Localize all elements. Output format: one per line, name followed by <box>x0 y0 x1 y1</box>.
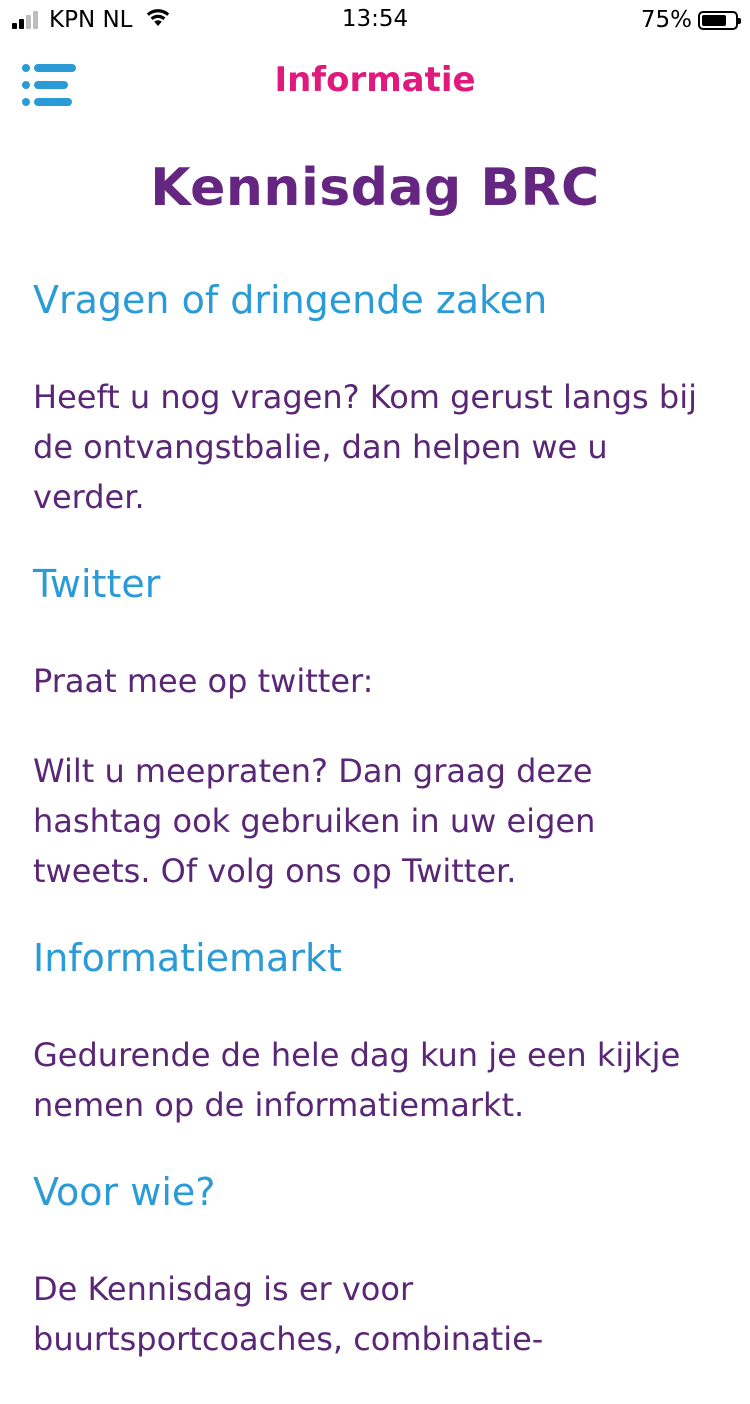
battery-icon <box>698 11 738 30</box>
section-paragraph: Heeft u nog vragen? Kom gerust langs bij de ontvangstbalie, dan helpen we u verder. <box>33 378 697 516</box>
carrier-name: KPN NL <box>49 7 133 33</box>
nav-bar <box>0 40 750 128</box>
section-paragraph: Wilt u meepraten? Dan graag deze hashtag ook gebruiken in uw eigen tweets. Of volg ons op Twitter. <box>33 752 596 890</box>
section-heading: Vragen of dringende zaken <box>33 278 548 322</box>
section-heading: Informatiemarkt <box>33 936 342 980</box>
section-paragraph: Praat mee op twitter: <box>33 662 374 700</box>
nav-title: Informatie <box>274 60 476 100</box>
status-bar-right <box>641 6 738 34</box>
section-paragraph: De Kennisdag is er voor buurtsportcoaches, combinatie- <box>33 1270 544 1358</box>
section-informatiemarkt <box>33 936 717 1130</box>
section-vragen <box>33 278 717 522</box>
battery-fill <box>702 15 726 26</box>
section-heading: Voor wie? <box>33 1170 216 1214</box>
status-time: 13:54 <box>341 6 409 32</box>
status-bar <box>0 0 750 40</box>
battery-tip <box>738 18 741 24</box>
page-title: Kennisdag BRC <box>150 158 600 218</box>
battery-percent: 75% <box>640 7 692 33</box>
section-voor-wie <box>33 1170 717 1364</box>
section-paragraph: Gedurende de hele dag kun je een kijkje nemen op de informatiemarkt. <box>33 1036 681 1124</box>
content <box>33 150 717 1404</box>
section-twitter <box>33 562 717 896</box>
section-heading: Twitter <box>33 562 161 606</box>
